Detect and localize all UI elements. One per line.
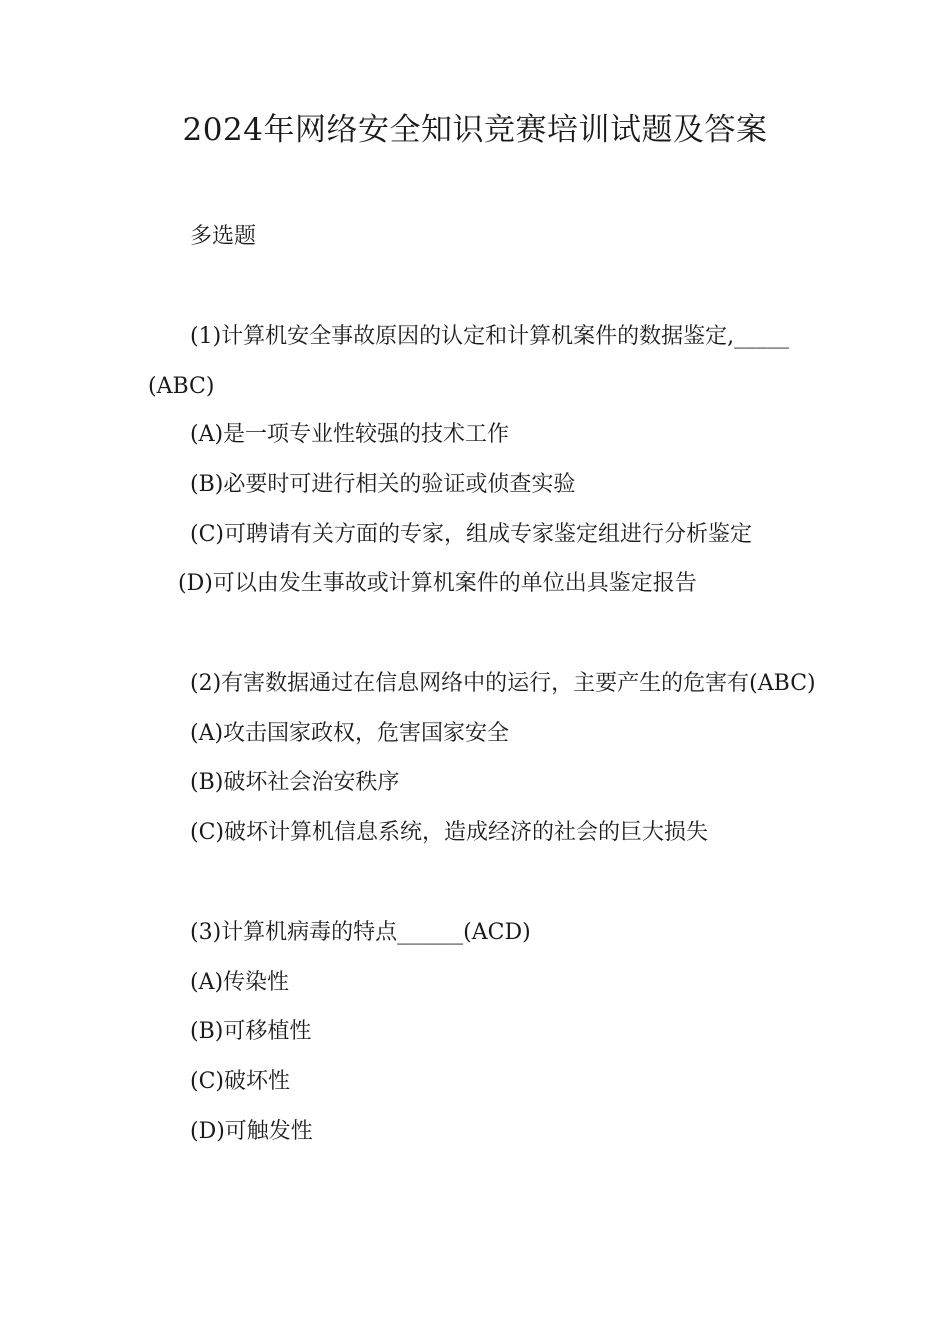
question-1-answer: (ABC) (148, 374, 215, 399)
question-1-option-a: (A)是一项专业性较强的技术工作 (190, 422, 510, 447)
question-1-stem: (1)计算机安全事故原因的认定和计算机案件的数据鉴定,_____ (190, 324, 790, 349)
question-1-option-c: (C)可聘请有关方面的专家，组成专家鉴定组进行分析鉴定 (190, 522, 753, 547)
section-heading: 多选题 (190, 224, 257, 249)
question-1-option-b: (B)必要时可进行相关的验证或侦查实验 (190, 472, 576, 497)
question-3-option-c: (C)破坏性 (190, 1069, 290, 1094)
question-2-option-b: (B)破坏社会治安秩序 (190, 770, 400, 795)
question-3-stem: (3)计算机病毒的特点______(ACD) (190, 920, 531, 945)
question-3-option-a: (A)传染性 (190, 970, 290, 995)
question-1-option-d: (D)可以由发生事故或计算机案件的单位出具鉴定报告 (178, 571, 697, 596)
question-2-option-a: (A)攻击国家政权，危害国家安全 (190, 721, 510, 746)
question-2-stem: (2)有害数据通过在信息网络中的运行，主要产生的危害有(ABC) (190, 671, 816, 696)
question-3-option-d: (D)可触发性 (190, 1119, 313, 1144)
question-2-option-c: (C)破坏计算机信息系统，造成经济的社会的巨大损失 (190, 820, 709, 845)
question-3-option-b: (B)可移植性 (190, 1019, 312, 1044)
document-title: 2024年网络安全知识竞赛培训试题及答案 (182, 112, 768, 148)
